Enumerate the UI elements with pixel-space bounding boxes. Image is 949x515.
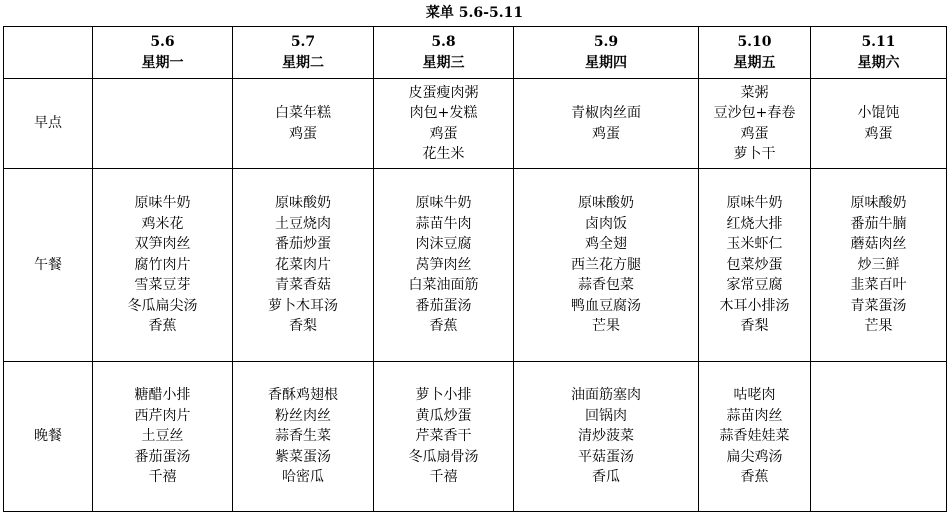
dish-item: 青椒肉丝面 [571,105,641,121]
meal-row-breakfast [4,79,947,169]
day-weekday: 星期六 [857,54,900,71]
dish-item: 番茄蛋汤 [415,297,472,314]
dish-item: 皮蛋瘦肉粥 [408,84,479,101]
dish-cell [93,79,233,169]
dish-cell [811,169,947,362]
dish-cell [699,79,811,169]
dish-item: 鸡蛋 [429,125,458,142]
dish-item: 番茄炒蛋 [275,236,331,253]
dish-cell [514,79,699,169]
dish-item: 鸡蛋 [289,125,317,142]
dish-item: 原味酸奶 [275,195,331,212]
dish-item: 小馄饨 [857,105,900,121]
dish-cell [233,362,374,512]
dish-item: 家常豆腐 [726,277,783,294]
dish-item: 卤肉饭 [585,215,627,232]
meal-label: 晚餐 [4,362,93,512]
dish-item: 芹菜香干 [415,428,472,445]
dish-item: 千禧 [148,469,177,486]
day-date: 5.7 [290,34,316,50]
dish-item: 香梨 [740,318,769,335]
dish-item: 蒜香生菜 [275,428,331,445]
dish-item: 雪菜豆芽 [134,277,191,294]
dish-item: 扁尖鸡汤 [726,448,783,465]
dish-item: 青菜香菇 [275,277,331,294]
dish-item: 香梨 [289,318,317,335]
dish-item: 香蕉 [148,318,177,335]
meal-row-dinner [4,362,947,512]
dish-item: 双笋肉丝 [134,236,191,253]
dish-item: 黄瓜炒蛋 [415,407,472,424]
dish-cell [93,362,233,512]
dish-item: 油面筋塞肉 [571,387,641,404]
dish-item: 香蕉 [740,469,769,486]
dish-cell [811,79,947,169]
dish-item: 肉沫豆腐 [415,236,472,253]
dish-item: 花生米 [422,146,465,162]
dish-item: 番茄蛋汤 [134,448,191,465]
dish-item: 蘑菇肉丝 [850,236,907,253]
dish-cell [93,169,233,362]
day-header [233,27,374,79]
day-weekday: 星期五 [733,54,776,71]
dish-item: 蒜香娃娃菜 [719,428,790,445]
dish-item: 鸡蛋 [592,125,620,142]
day-weekday: 星期四 [585,54,627,71]
day-header [374,27,514,79]
dish-item: 西芹肉片 [134,407,191,424]
day-date: 5.6 [150,34,175,50]
dish-item: 鸡米花 [141,215,184,232]
dish-item: 菜粥 [740,84,769,101]
meal-label: 早点 [4,79,93,169]
dish-item: 千禧 [429,469,458,486]
dish-cell [233,169,374,362]
dish-item: 咕咾肉 [733,387,776,404]
dish-item: 原味牛奶 [415,195,472,212]
dish-item: 蒜苗肉丝 [726,407,783,424]
dish-item: 粉丝肉丝 [275,407,331,424]
dish-item: 肉包+发糕 [409,105,478,121]
dish-item: 原味酸奶 [578,195,634,212]
dish-item: 芒果 [592,318,620,335]
dish-item: 萝卜干 [733,146,776,162]
dish-item: 香酥鸡翅根 [268,387,338,404]
dish-item: 鸡全翅 [585,236,627,253]
dish-cell [699,169,811,362]
dish-item: 包菜炒蛋 [726,256,783,273]
day-header [699,27,811,79]
meal-row-lunch [4,169,947,362]
meal-label: 午餐 [4,169,93,362]
dish-item: 炒三鲜 [857,256,900,273]
dish-item: 白菜油面筋 [408,277,479,294]
dish-item: 蒜苗牛肉 [415,215,472,232]
dish-cell [811,362,947,512]
dish-item: 原味酸奶 [850,195,907,212]
dish-item: 芒果 [864,318,893,335]
dish-item: 莴笋肉丝 [415,256,472,273]
dish-item: 鸡蛋 [740,125,769,142]
dish-cell [374,79,514,169]
dish-cell [514,169,699,362]
dish-item: 鸭血豆腐汤 [571,297,641,314]
day-date: 5.8 [431,34,456,50]
dish-item: 番茄牛腩 [850,215,907,232]
dish-item: 平菇蛋汤 [578,448,634,465]
dish-item: 玉米虾仁 [726,236,783,253]
dish-item: 紫菜蛋汤 [275,448,331,465]
dish-item: 香蕉 [429,318,458,335]
dish-cell [374,362,514,512]
dish-cell [233,79,374,169]
dish-item: 土豆丝 [141,428,184,445]
dish-item: 木耳小排汤 [719,297,790,314]
dish-cell [699,362,811,512]
dish-item: 花菜肉片 [275,256,331,273]
day-date: 5.10 [737,34,772,50]
dish-item: 清炒菠菜 [578,428,634,445]
dish-item: 萝卜小排 [415,387,472,404]
dish-item: 萝卜木耳汤 [268,297,338,314]
dish-item: 原味牛奶 [134,195,191,212]
day-date: 5.9 [593,34,619,50]
dish-cell [514,362,699,512]
page-title: 菜单 5.6-5.11 [425,5,524,21]
dish-item: 豆沙包+春卷 [713,105,796,121]
dish-item: 土豆烧肉 [275,215,331,232]
dish-item: 红烧大排 [726,215,783,232]
menu-table [3,26,947,512]
day-header [811,27,947,79]
day-date: 5.11 [861,34,896,50]
dish-item: 糖醋小排 [134,387,191,404]
dish-item: 回锅肉 [585,407,627,424]
dish-item: 香瓜 [592,469,620,486]
dish-item: 韭菜百叶 [850,277,907,294]
day-header [93,27,233,79]
day-header [514,27,699,79]
day-weekday: 星期三 [422,54,465,71]
dish-item: 哈密瓜 [282,469,324,486]
dish-cell [374,169,514,362]
dish-item: 白菜年糕 [275,105,331,121]
dish-item: 冬瓜扇骨汤 [408,448,479,465]
day-weekday: 星期一 [141,54,184,71]
dish-item: 蒜香包菜 [578,277,634,294]
dish-item: 原味牛奶 [726,195,783,212]
dish-item: 冬瓜扁尖汤 [127,297,198,314]
dish-item: 鸡蛋 [864,125,893,142]
header-row [4,27,947,79]
dish-item: 青菜蛋汤 [850,297,907,314]
corner-cell [4,27,93,79]
day-weekday: 星期二 [282,54,324,71]
dish-item: 西兰花方腿 [571,256,641,273]
dish-item: 腐竹肉片 [134,256,191,273]
